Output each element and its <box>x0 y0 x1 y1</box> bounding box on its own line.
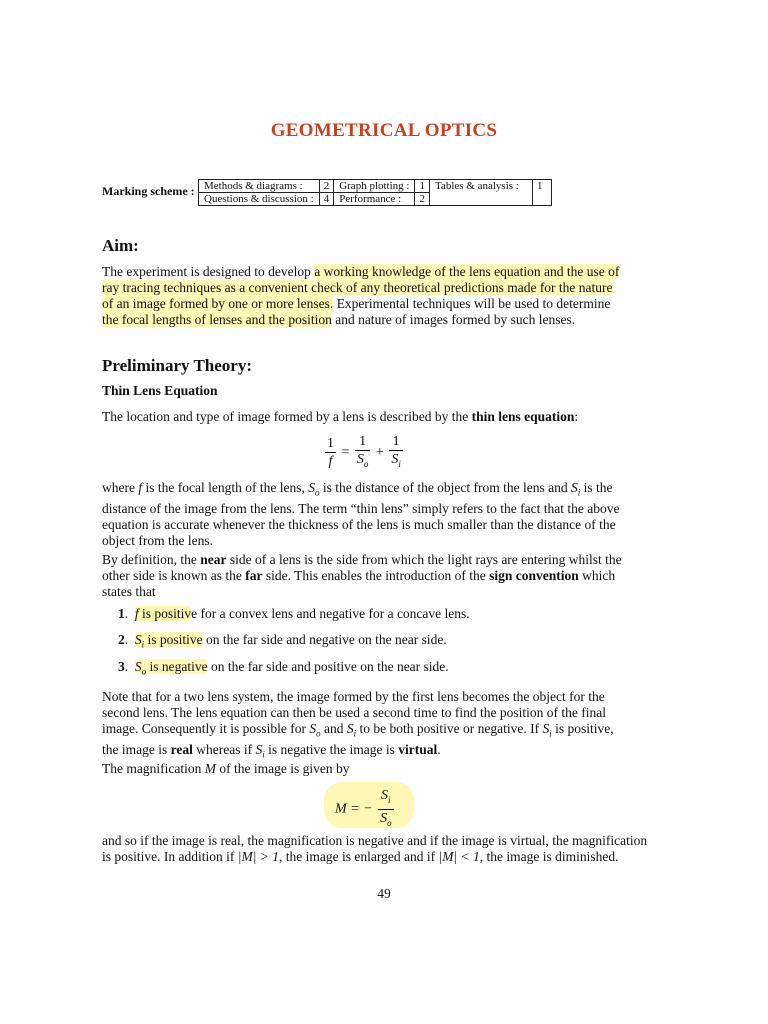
text: which <box>578 568 616 583</box>
table-cell: 2 <box>415 193 430 206</box>
numerator: 1 <box>355 434 371 451</box>
symbol: M <box>204 761 216 776</box>
text: the image is <box>102 741 171 757</box>
text: distance of the image from the lens. The term “thin lens” simply refers to the fact that the above <box>102 500 620 516</box>
symbol: f <box>138 480 143 495</box>
text: , the image is diminished. <box>479 849 619 864</box>
text: on the far side and positive on the near side. <box>207 659 449 674</box>
text: Note that for a two lens system, the image formed by the first lens becomes the object for the <box>102 689 605 704</box>
text: is the <box>580 480 613 495</box>
aim-paragraph <box>102 264 667 328</box>
operator: = <box>341 445 350 461</box>
subscript: i <box>549 728 552 739</box>
text: and so if the image is real, the magnification is negative and if the image is virtual, the magnification <box>102 833 648 848</box>
text: states that <box>102 584 156 599</box>
list-item: 2. $S_i$ is positive on the far side and negative on the near side. <box>118 632 447 650</box>
subscript: o <box>314 487 320 498</box>
highlighted-text: a working knowledge of the lens equation and the use of <box>314 264 620 279</box>
table-cell: Methods & diagrams : <box>199 180 320 193</box>
text: is negative the image is <box>264 741 399 757</box>
highlighted-text: the focal lengths of lenses and the position <box>102 312 332 327</box>
text: and nature of images formed by such lenses. <box>331 312 576 327</box>
table-cell: 1 <box>415 180 430 193</box>
subscript: i <box>398 458 401 469</box>
symbol: S <box>255 741 263 757</box>
table-cell: 4 <box>319 193 334 206</box>
theory-heading: Preliminary Theory: <box>102 356 252 375</box>
symbol: S <box>380 810 388 826</box>
symbol: S <box>134 659 142 674</box>
subscript: i <box>141 639 145 650</box>
bold-text: real <box>170 741 193 757</box>
text: The experiment is designed to develop <box>102 264 315 279</box>
list-item: 1. f is positive for a convex lens and negative for a concave lens. <box>118 606 470 621</box>
where-paragraph <box>102 480 667 549</box>
theory-intro <box>102 409 667 425</box>
marking-scheme-label: Marking scheme : <box>102 184 195 198</box>
text: : <box>574 409 579 424</box>
highlighted-text: of an image formed by one or more lenses. <box>102 296 334 311</box>
text: side. This enables the introduction of the <box>262 568 490 583</box>
definition-paragraph <box>102 552 667 600</box>
text: second lens. The lens equation can then be used a second time to find the position of the final <box>102 705 606 720</box>
magnification-equation <box>335 788 396 831</box>
thin-lens-equation <box>323 434 405 472</box>
table-cell: Tables & analysis : <box>429 180 532 206</box>
table-cell: Performance : <box>334 193 415 206</box>
list-number: 1 <box>118 606 125 621</box>
text: is positive, <box>551 721 614 736</box>
two-lens-paragraph <box>102 689 667 762</box>
text: equation is accurate whenever the thickness of the lens is much smaller than the distance of the <box>102 516 616 532</box>
text: where <box>102 480 139 495</box>
list-number: 3 <box>118 659 125 674</box>
symbol: f <box>134 606 139 621</box>
marking-scheme-table <box>198 179 552 206</box>
symbol: S <box>391 452 399 467</box>
text: Experimental techniques will be used to determine <box>333 296 611 311</box>
subscript: i <box>353 728 357 739</box>
bold-text: near <box>200 552 227 567</box>
highlighted-text: is positiv <box>138 606 192 621</box>
text: The magnification <box>102 761 205 776</box>
bold-text: sign convention <box>489 568 579 583</box>
text: other side is known as the <box>102 568 246 583</box>
magnification-paragraph <box>102 833 667 865</box>
bold-text: far <box>245 568 263 583</box>
subscript: o <box>363 458 369 469</box>
symbol: S <box>309 721 317 736</box>
magnification-intro <box>102 761 667 777</box>
symbol: S <box>571 480 578 495</box>
table-row <box>199 180 552 193</box>
symbol: S <box>308 480 315 495</box>
table-cell: Questions & discussion : <box>199 193 320 206</box>
equation-lhs: M = − <box>335 801 373 817</box>
text: . <box>437 741 441 757</box>
subscript: o <box>141 666 147 677</box>
subscript: o <box>316 728 321 739</box>
text: is the distance of the object from the lens and <box>319 480 572 495</box>
aim-heading: Aim: <box>102 236 139 255</box>
page-title: GEOMETRICAL OPTICS <box>270 120 498 141</box>
numerator: 1 <box>389 434 403 451</box>
math-inline: |M| < 1 <box>438 849 480 864</box>
text: is the focal length of the lens, <box>142 480 309 495</box>
symbol: S <box>356 452 364 467</box>
text: side of a lens is the side from which the light rays are entering whilst the <box>226 552 622 567</box>
table-cell: Graph plotting : <box>334 180 415 193</box>
math-inline: |M| > 1 <box>237 849 280 864</box>
symbol: S <box>542 721 550 736</box>
symbol: S <box>346 721 354 736</box>
highlighted-text: is negative <box>146 659 208 674</box>
numerator: 1 <box>327 436 334 452</box>
text: of the image is given by <box>215 761 350 776</box>
bold-text: thin lens equation <box>471 409 575 424</box>
symbol: f <box>328 454 333 470</box>
highlighted-text: is positive <box>144 632 203 647</box>
symbol: S <box>134 632 142 647</box>
page-number: 49 <box>377 886 391 901</box>
text: whereas if <box>192 741 256 757</box>
text: image. Consequently it is possible for <box>102 721 310 736</box>
highlighted-text: ray tracing techniques as a convenient check of any theoretical predictions made for the nature <box>102 280 613 295</box>
text: e for a convex lens and negative for a concave lens. <box>191 606 470 621</box>
bold-text: virtual <box>398 741 438 757</box>
list-item: 3. $S_o$ is negative on the far side and positive on the near side. <box>118 659 449 677</box>
operator: + <box>375 445 384 461</box>
list-number: 2 <box>118 632 125 647</box>
text: is positive. In addition if <box>102 849 238 864</box>
text: , the image is enlarged and if <box>279 849 439 864</box>
thin-lens-subheading: Thin Lens Equation <box>102 383 218 398</box>
table-cell: 1 <box>532 180 551 206</box>
text: By definition, the <box>102 552 201 567</box>
subscript: i <box>388 794 391 805</box>
text: object from the lens. <box>102 532 213 548</box>
subscript: i <box>577 487 581 498</box>
text: and <box>320 721 347 736</box>
subscript: o <box>387 817 392 828</box>
subscript: i <box>262 749 265 760</box>
symbol: S <box>381 788 389 803</box>
table-cell: 2 <box>319 180 334 193</box>
text: The location and type of image formed by a lens is described by the <box>102 409 472 424</box>
text: to be both positive or negative. If <box>356 721 543 736</box>
text: on the far side and negative on the near side. <box>202 632 447 647</box>
